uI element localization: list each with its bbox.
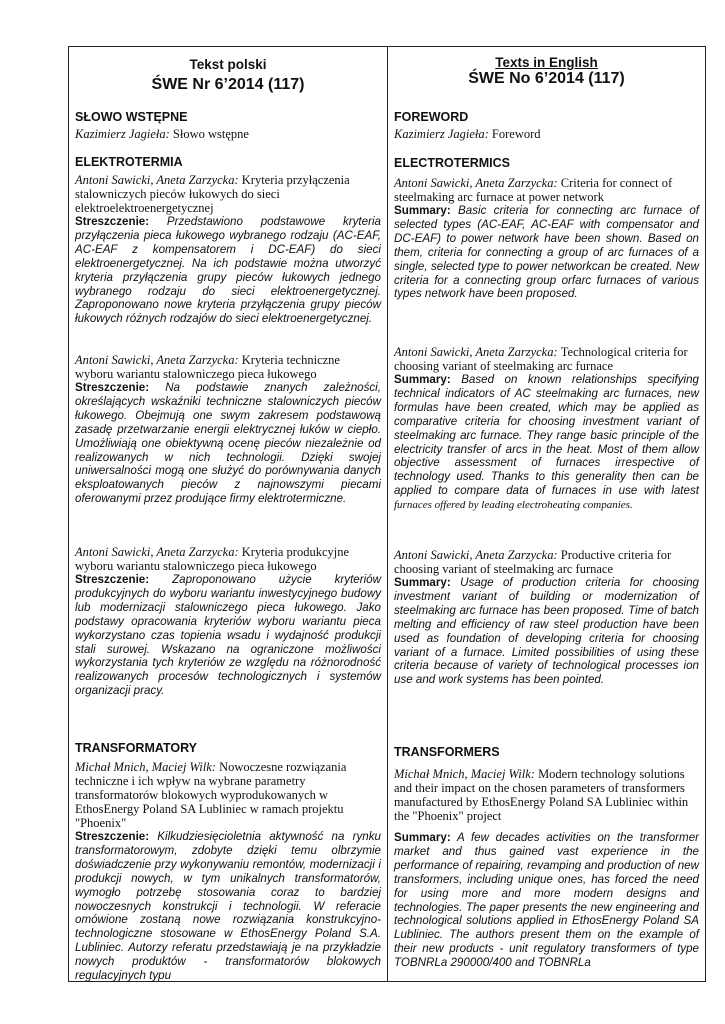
summary-text: Zaproponowano użycie kryteriów produkcyjnych do wyboru wariantu inwestycyjnego budowy lub modernizacji stalowniczego pieca łukowego. Jako podstawy opracowania kryteriów wyboru wariantu pieca wykorzystano czas topienia wsadu i wydajność produkcji stali surowej. Wskazano na ograniczone możliwości wykorzystania tych kryteriów ze względu na różnorodność realizowanych procesów technologicznych i systemów organizacji pracy. xyxy=(75,573,381,698)
summary-label: Summary: xyxy=(394,576,451,589)
summary-tail: furnaces offered by leading electroheating companies. xyxy=(394,499,633,512)
polish-column xyxy=(69,47,388,981)
author: Antoni Sawicki, Aneta Zarzycka: xyxy=(75,173,239,187)
section-electrotermics-en: ELECTROTERMICS xyxy=(394,156,510,170)
article-title: Nowoczesne rozwiązania techniczne i ich wpływ na wybrane parametry transformatorów blokowych wyprodukowanych w EthosEnergy Poland SA Lubliniec w ramach projektu "Phoenix" xyxy=(75,760,347,830)
author: Michał Mnich, Maciej Wilk: xyxy=(394,767,535,781)
summary-text: A few decades activities on the transformer market and thus gained vast experience in the performance of repairing, revamping and production of new transformers, including unique ones, has forced the need for using more and more modern designs and technologies. The paper presents the new engineering and technological solutions applied in EthosEnergy Poland SA Lubliniec. The authors present them on the example of their new products - unit regulatory transformers of type TOBNRLa 290000/400 and TOBNRLa xyxy=(394,831,699,970)
article-summary xyxy=(394,576,699,687)
article-title: Kryteria techniczne wyboru wariantu stalowniczego pieca łukowego xyxy=(75,353,340,381)
article-summary xyxy=(75,381,381,506)
english-header-title: Texts in English xyxy=(495,55,598,70)
author: Antoni Sawicki, Aneta Zarzycka: xyxy=(394,345,558,359)
article-summary xyxy=(394,204,699,301)
article-title: Modern technology solutions and their impact on the chosen parameters of transformers manufactured by EthosEnergy Poland SA Lubliniec within the "Phoenix" project xyxy=(394,767,689,823)
summary-text: Kilkudziesięcioletnia aktywność na rynku transformatorowym, zdobyte dzięki temu olbrzymie doświadczenie przy wykonywaniu remontów, modernizacji i produkcji nowych, w tym unikalnych transformatorów, wymogło potrzebę stosowania coraz to bardziej nowoczesnych konstrukcji i technologii. W referacie omówione zostaną nowe rozwiązania konstrukcyjno-technologiczne stosowane w EthosEnergy Poland S.A. Lubliniec. Autorzy referatu przedstawiają je na przykładzie nowych produktów - transformatorów blokowych regulacyjnych typu xyxy=(75,830,381,981)
summary-label: Streszczenie: xyxy=(75,381,150,394)
article-title: Słowo wstępne xyxy=(172,127,249,141)
article-summary xyxy=(75,573,381,698)
article-2-pl xyxy=(75,353,381,506)
article-title: Kryteria produkcyjne wyboru wariantu stalowniczego pieca łukowego xyxy=(75,545,350,573)
article-3-pl xyxy=(75,545,381,698)
english-header-issue: ŚWE No 6’2014 (117) xyxy=(468,70,625,87)
author: Kazimierz Jagieła: xyxy=(394,127,489,141)
article-title: Kryteria przyłączenia stalowniczych pieców łukowych do sieci elektroelektroenergetycznej xyxy=(75,173,350,215)
author: Antoni Sawicki, Aneta Zarzycka: xyxy=(75,545,239,559)
summary-label: Summary: xyxy=(394,831,451,844)
author: Michał Mnich, Maciej Wilk: xyxy=(75,760,216,774)
english-header xyxy=(388,55,705,88)
article-4-en xyxy=(394,767,699,970)
summary-text: Basic criteria for connecting arc furnace of selected types (AC-EAF, AC-EAF with compensator and DC-EAF) to power network have been shown. Based on them, criteria for connecting a group of arc furnaces of a single, selected type to power networkcan be created. New criteria for a connecting group orfarc furnaces of various types network have been proposed. xyxy=(394,204,699,301)
author: Kazimierz Jagieła: xyxy=(75,127,170,141)
summary-text: Based on known relationships specifying technical indicators of AC steelmaking arc furnaces, new formulas have been created, which may be applied as comparative criteria for choosing investment variant of steelmaking arc furnace. They range basic principle of the electricity transfer of arcs in the heat. Most of them allow objective assessment of furnaces irrespective of technology used. Thanks to this generality then can be applied to compare data of furnaces in use with latest xyxy=(394,373,699,498)
bilingual-table xyxy=(68,46,706,982)
section-foreword-pl: SŁOWO WSTĘPNE xyxy=(75,110,188,124)
summary-text: Przedstawiono podstawowe kryteria przyłączenia pieca łukowego wybranego rodzaju (AC-EAF, AC-EAF z kompensatorem i DC-EAF) do sieci elektroenergetycznej. Na ich podstawie można utworzyć kryteria przyłączenia grupy pieców łukowych jednego wybranego rodzaju do sieci elektroenergetycznej. Zaproponowano nowe kryteria przyłączenia grupy pieców łukowych różnych rodzajów do sieci elektroenergetycznej. xyxy=(75,215,381,326)
article-title: Criteria for connect of steelmaking arc furnace at power network xyxy=(394,176,673,204)
article-4-pl xyxy=(75,760,381,981)
article-1-pl xyxy=(75,173,381,326)
section-electrotermics-pl: ELEKTROTERMIA xyxy=(75,155,183,169)
article-title: Technological criteria for choosing variant of steelmaking arc furnace xyxy=(394,345,688,373)
article-3-en xyxy=(394,548,699,687)
article-title: Foreword xyxy=(491,127,541,141)
article-summary xyxy=(394,831,699,970)
article-title: Productive criteria for choosing variant of steelmaking arc furnace xyxy=(394,548,672,576)
section-transformers-en: TRANSFORMERS xyxy=(394,745,500,759)
polish-header-issue: ŚWE Nr 6’2014 (117) xyxy=(151,76,305,93)
foreword-entry-pl xyxy=(75,127,381,141)
summary-label: Summary: xyxy=(394,373,451,386)
article-summary xyxy=(75,830,381,981)
foreword-entry-en xyxy=(394,127,699,141)
summary-label: Streszczenie: xyxy=(75,830,150,843)
article-2-en xyxy=(394,345,699,513)
article-summary xyxy=(394,373,699,513)
section-foreword-en: FOREWORD xyxy=(394,110,469,124)
summary-label: Streszczenie: xyxy=(75,573,150,586)
author: Antoni Sawicki, Aneta Zarzycka: xyxy=(75,353,239,367)
author: Antoni Sawicki, Aneta Zarzycka: xyxy=(394,176,558,190)
section-transformers-pl: TRANSFORMATORY xyxy=(75,741,197,755)
summary-label: Streszczenie: xyxy=(75,215,150,228)
summary-text: Na podstawie znanych zależności, określających wskaźniki techniczne stalowniczych pieców łukowego. Obejmują one swym zakresem podstawową zasadę przetwarzanie energii elektrycznej łuków w ciepło. Umożliwiają one obiektywną ocenę pieców niezależnie od realizowanych w nich technologii. Dzięki swojej uniwersalności mogą one służyć do porównywania danych eksploatowanych pieców z najnowszymi piecami oferowanymi przez produjące firmy elektrotermiczne. xyxy=(75,381,381,506)
author: Antoni Sawicki, Aneta Zarzycka: xyxy=(394,548,558,562)
polish-header-title: Tekst polski xyxy=(189,57,267,72)
article-summary xyxy=(75,215,381,326)
summary-text: Usage of production criteria for choosing investment variant of building or modernization of steelmaking arc furnace has been proposed. Time of batch melting and efficiency of raw steel production have been used as foundation of developing criteria for choosing variant of a furnace. Limited possibilities of using these criteria because of variety of technological processes ion use and work systems has been pointed. xyxy=(394,576,699,687)
english-column xyxy=(388,47,705,981)
summary-label: Summary: xyxy=(394,204,451,217)
polish-header xyxy=(69,57,387,94)
article-1-en xyxy=(394,176,699,301)
